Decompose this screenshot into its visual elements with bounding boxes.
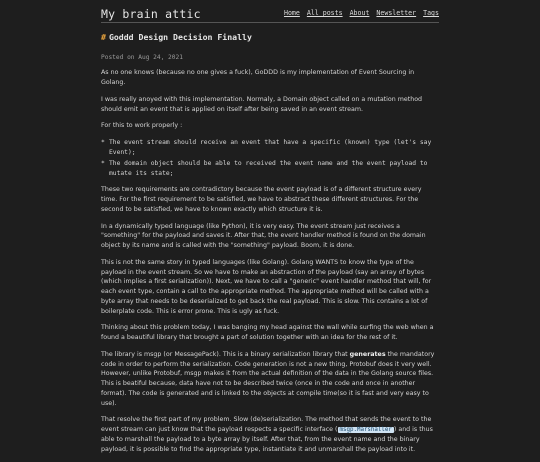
paragraph-discovery: Thinking about this problem today, I was banging my head against the wall while surfing the web when a found a beautiful library that brought a part of solution together with an idea for the rest of it. bbox=[101, 324, 434, 342]
nav-link-home[interactable]: Home bbox=[283, 9, 300, 17]
site-title[interactable]: My brain attic bbox=[101, 7, 201, 21]
msgp-text-start: The library is msgp (or MessagePack). This is a binary serialization library that bbox=[101, 350, 350, 358]
site-header bbox=[101, 4, 439, 23]
solution-text-end: ) and is thus able to marshall the payload to a byte array by itself. After that, from the event name and the binary payload, it is possible to find the appropriate type, instantiate it and unmarshall the payload into it. bbox=[101, 426, 433, 453]
requirements-list bbox=[101, 138, 439, 179]
solution-text-start: That resolve the first part of my problem. Slow (de)serialization. The method that sends the event to the event stream can just know that the payload respects a specific interface ( bbox=[101, 416, 432, 434]
post-title bbox=[101, 31, 439, 44]
nav-link-newsletter[interactable]: Newsletter bbox=[376, 9, 417, 17]
list-item: * The event stream should receive an event that have a specific (known) type (let's say Event); bbox=[101, 138, 439, 158]
post-content bbox=[101, 31, 439, 462]
paragraph-requirements-intro: For this to work properly : bbox=[101, 122, 183, 130]
bold-generates: generates bbox=[349, 350, 386, 358]
msgp-text-end: the mandatory code in order to perform the serialization. Code generation is not a new thing, Protobuf does it very well. However, unlike Protobuf, msgp makes it from the actual definition of the data in the Golang source files. This is beatiful because, data have not to be described twice (once in the code and once in another format). The code is generated and is linked to the objects at compile time(so it is fast and very easy to use). bbox=[101, 350, 435, 407]
main-nav bbox=[281, 8, 439, 18]
paragraph-dynamic-typing: In a dynamically typed language (like Python), it is very easy. The event stream just receives a "something" for the payload and saves it. After that, the event handler method is found on the domain object by its name and is called with the "something" payload. Boom, it is done. bbox=[101, 222, 426, 250]
post-date: Posted on Aug 24, 2021 bbox=[101, 53, 183, 61]
paragraph-msgp bbox=[101, 350, 439, 409]
nav-link-all-posts[interactable]: All posts bbox=[306, 9, 343, 17]
title-hash: # bbox=[101, 32, 106, 42]
post-title-text: Goddd Design Decision Finally bbox=[108, 32, 252, 42]
paragraph-solution bbox=[101, 415, 439, 454]
nav-link-tags[interactable]: Tags bbox=[423, 9, 439, 17]
paragraph-annoyance: I was really anoyed with this implementation. Normaly, a Domain object called on a mutation method should emit an event that is applied on itself after being saved in an event stream. bbox=[101, 95, 423, 113]
list-item: * The domain object should be able to received the event name and the event payload to mutate its state; bbox=[101, 159, 439, 179]
nav-link-about[interactable]: About bbox=[349, 9, 370, 17]
paragraph-contradiction: These two requirements are contradictory because the event payload is of a different structure every time. For the first requirement to be satisfied, we have to abstract these different structures. For the second to be satisfied, we have to known exactly which structure it is. bbox=[101, 186, 422, 213]
inline-code-marshaller: msgp.Marshaller bbox=[339, 427, 392, 434]
paragraph-intro: As no one knows (because no one gives a fuck), GoDDD is my implementation of Event Sourcing in Golang. bbox=[101, 69, 415, 87]
paragraph-static-typing: This is not the same story in typed languages (like Golang). Golang WANTS to know the type of the payload in the event stream. So we have to make an abstraction of the payload (say an array of bytes (which implies a first serialization)). Next, we have to call a "generic" event handler method that will, for each event type, contain a call to the appropriate method. The appropriate method will be called with a byte array that needs to be deserialized to get back the real payload. This is slow. This contains a lot of boilerplate code. This is error prone. This is ugly as fuck. bbox=[101, 258, 432, 315]
